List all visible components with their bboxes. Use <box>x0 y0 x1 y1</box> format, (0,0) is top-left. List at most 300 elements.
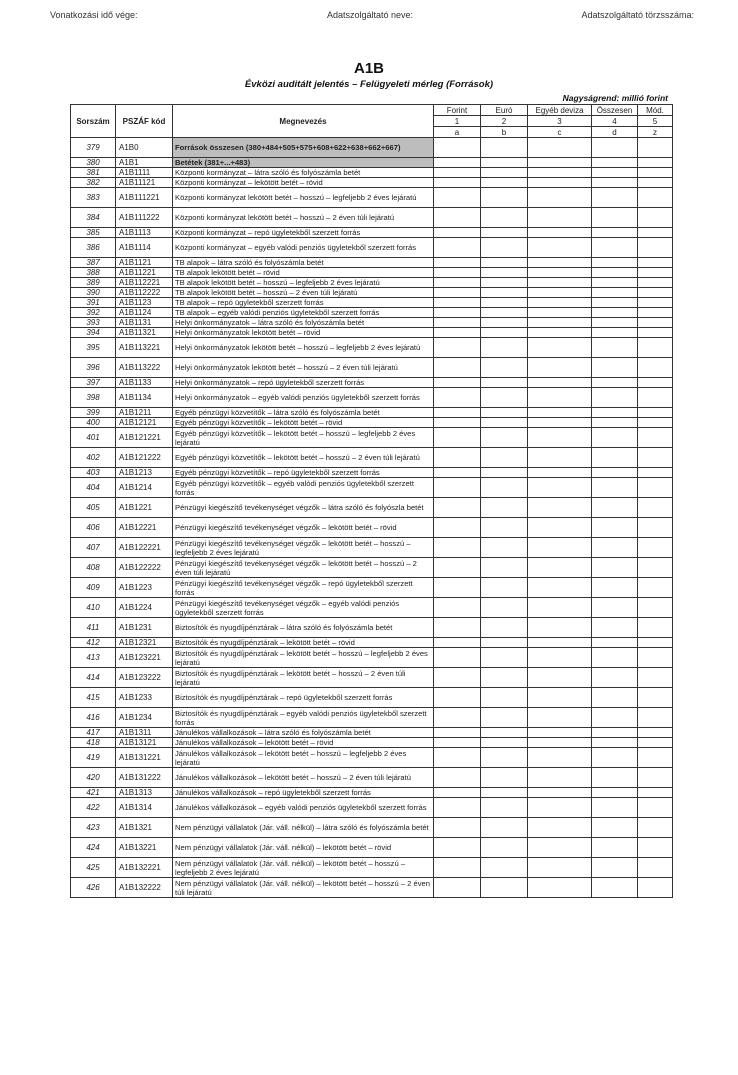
value-cell-other-currency[interactable] <box>528 388 592 408</box>
value-cell-total[interactable] <box>592 338 638 358</box>
row-code: A1B12121 <box>116 418 173 428</box>
value-cell-total[interactable] <box>592 518 638 538</box>
value-cell-total[interactable] <box>592 648 638 668</box>
value-cell-euro[interactable] <box>481 708 528 728</box>
value-cell-forint[interactable] <box>434 478 481 498</box>
table-row <box>71 388 673 408</box>
value-cell-other-currency[interactable] <box>528 448 592 468</box>
value-cell-other-currency[interactable] <box>528 618 592 638</box>
value-cell-other-currency[interactable] <box>528 738 592 748</box>
row-name: Központi kormányzat lekötött betét – hosszú – 2 éven túli lejáratú <box>173 208 434 228</box>
value-cell-other-currency[interactable] <box>528 788 592 798</box>
value-cell-forint[interactable] <box>434 768 481 788</box>
value-cell-total[interactable] <box>592 468 638 478</box>
value-cell-mod[interactable] <box>638 168 673 178</box>
value-cell-forint[interactable] <box>434 138 481 158</box>
value-cell-mod[interactable] <box>638 638 673 648</box>
value-cell-euro[interactable] <box>481 178 528 188</box>
value-cell-euro[interactable] <box>481 388 528 408</box>
value-cell-euro[interactable] <box>481 748 528 768</box>
value-cell-euro[interactable] <box>481 768 528 788</box>
row-code: A1B1211 <box>116 408 173 418</box>
value-cell-mod[interactable] <box>638 298 673 308</box>
value-cell-total[interactable] <box>592 838 638 858</box>
row-name: TB alapok lekötött betét – hosszú – legfeljebb 2 éves lejáratú <box>173 278 434 288</box>
value-cell-mod[interactable] <box>638 598 673 618</box>
value-cell-mod[interactable] <box>638 738 673 748</box>
value-cell-other-currency[interactable] <box>528 668 592 688</box>
value-cell-total[interactable] <box>592 238 638 258</box>
row-serial: 403 <box>71 468 116 478</box>
row-serial: 409 <box>71 578 116 598</box>
value-cell-euro[interactable] <box>481 408 528 418</box>
value-cell-euro[interactable] <box>481 538 528 558</box>
row-serial: 390 <box>71 288 116 298</box>
value-cell-other-currency[interactable] <box>528 498 592 518</box>
value-cell-forint[interactable] <box>434 738 481 748</box>
value-cell-mod[interactable] <box>638 468 673 478</box>
value-cell-mod[interactable] <box>638 688 673 708</box>
provider-id-label: Adatszolgáltató törzsszáma: <box>581 10 694 20</box>
value-cell-euro[interactable] <box>481 278 528 288</box>
col-header-code: PSZÁF kód <box>116 105 173 138</box>
value-cell-euro[interactable] <box>481 288 528 298</box>
value-cell-forint[interactable] <box>434 448 481 468</box>
value-cell-euro[interactable] <box>481 578 528 598</box>
value-cell-other-currency[interactable] <box>528 538 592 558</box>
value-cell-euro[interactable] <box>481 878 528 898</box>
value-cell-euro[interactable] <box>481 688 528 708</box>
value-cell-total[interactable] <box>592 388 638 408</box>
value-cell-euro[interactable] <box>481 138 528 158</box>
value-cell-mod[interactable] <box>638 288 673 298</box>
value-cell-euro[interactable] <box>481 338 528 358</box>
value-cell-forint[interactable] <box>434 748 481 768</box>
value-cell-forint[interactable] <box>434 798 481 818</box>
value-cell-other-currency[interactable] <box>528 708 592 728</box>
value-cell-other-currency[interactable] <box>528 858 592 878</box>
row-serial: 421 <box>71 788 116 798</box>
value-cell-forint[interactable] <box>434 168 481 178</box>
value-cell-mod[interactable] <box>638 618 673 638</box>
value-cell-mod[interactable] <box>638 518 673 538</box>
value-cell-forint[interactable] <box>434 878 481 898</box>
value-cell-mod[interactable] <box>638 578 673 598</box>
value-cell-mod[interactable] <box>638 138 673 158</box>
value-cell-forint[interactable] <box>434 598 481 618</box>
value-cell-other-currency[interactable] <box>528 468 592 478</box>
value-cell-forint[interactable] <box>434 328 481 338</box>
value-cell-forint[interactable] <box>434 378 481 388</box>
value-cell-total[interactable] <box>592 408 638 418</box>
value-cell-forint[interactable] <box>434 228 481 238</box>
value-cell-total[interactable] <box>592 318 638 328</box>
value-cell-total[interactable] <box>592 418 638 428</box>
value-cell-euro[interactable] <box>481 228 528 238</box>
value-cell-forint[interactable] <box>434 788 481 798</box>
value-cell-euro[interactable] <box>481 858 528 878</box>
value-cell-euro[interactable] <box>481 428 528 448</box>
row-serial: 413 <box>71 648 116 668</box>
value-cell-euro[interactable] <box>481 258 528 268</box>
value-cell-total[interactable] <box>592 278 638 288</box>
value-cell-total[interactable] <box>592 288 638 298</box>
value-cell-total[interactable] <box>592 748 638 768</box>
value-cell-mod[interactable] <box>638 858 673 878</box>
value-cell-total[interactable] <box>592 878 638 898</box>
value-cell-forint[interactable] <box>434 358 481 378</box>
value-cell-other-currency[interactable] <box>528 558 592 578</box>
row-name: Pénzügyi kiegészítő tevékenységet végzők – látra szóló és folyószla betét <box>173 498 434 518</box>
value-cell-euro[interactable] <box>481 448 528 468</box>
value-cell-forint[interactable] <box>434 858 481 878</box>
value-cell-other-currency[interactable] <box>528 428 592 448</box>
value-cell-mod[interactable] <box>638 478 673 498</box>
value-cell-mod[interactable] <box>638 358 673 378</box>
table-row <box>71 288 673 298</box>
row-serial: 395 <box>71 338 116 358</box>
table-row <box>71 838 673 858</box>
value-cell-mod[interactable] <box>638 728 673 738</box>
value-cell-euro[interactable] <box>481 358 528 378</box>
row-name: Központi kormányzat – látra szóló és folyószámla betét <box>173 168 434 178</box>
col-letter-c: c <box>528 127 592 138</box>
value-cell-forint[interactable] <box>434 618 481 638</box>
value-cell-other-currency[interactable] <box>528 818 592 838</box>
value-cell-euro[interactable] <box>481 558 528 578</box>
value-cell-euro[interactable] <box>481 188 528 208</box>
value-cell-forint[interactable] <box>434 428 481 448</box>
value-cell-total[interactable] <box>592 478 638 498</box>
value-cell-other-currency[interactable] <box>528 158 592 168</box>
value-cell-total[interactable] <box>592 268 638 278</box>
value-cell-mod[interactable] <box>638 328 673 338</box>
value-cell-other-currency[interactable] <box>528 268 592 278</box>
row-name: Nem pénzügyi vállalatok (Jár. váll. nélkül) – lekötött betét – rövid <box>173 838 434 858</box>
value-cell-forint[interactable] <box>434 638 481 648</box>
value-cell-euro[interactable] <box>481 238 528 258</box>
value-cell-other-currency[interactable] <box>528 838 592 858</box>
value-cell-mod[interactable] <box>638 818 673 838</box>
value-cell-forint[interactable] <box>434 468 481 478</box>
row-name: Egyéb pénzügyi közvetítők – látra szóló és folyószámla betét <box>173 408 434 418</box>
table-row <box>71 798 673 818</box>
value-cell-other-currency[interactable] <box>528 358 592 378</box>
value-cell-euro[interactable] <box>481 598 528 618</box>
value-cell-euro[interactable] <box>481 158 528 168</box>
value-cell-total[interactable] <box>592 188 638 208</box>
value-cell-forint[interactable] <box>434 268 481 278</box>
value-cell-other-currency[interactable] <box>528 278 592 288</box>
value-cell-euro[interactable] <box>481 638 528 648</box>
value-cell-euro[interactable] <box>481 298 528 308</box>
value-cell-forint[interactable] <box>434 578 481 598</box>
value-cell-euro[interactable] <box>481 788 528 798</box>
value-cell-forint[interactable] <box>434 288 481 298</box>
value-cell-forint[interactable] <box>434 648 481 668</box>
value-cell-other-currency[interactable] <box>528 298 592 308</box>
value-cell-forint[interactable] <box>434 408 481 418</box>
row-code: A1B1224 <box>116 598 173 618</box>
row-code: A1B12221 <box>116 518 173 538</box>
table-row <box>71 188 673 208</box>
value-cell-mod[interactable] <box>638 448 673 468</box>
table-row <box>71 498 673 518</box>
row-name: Jánulékos vállalkozások – repó ügyletekből szerzett forrás <box>173 788 434 798</box>
table-row <box>71 768 673 788</box>
row-code: A1B13121 <box>116 738 173 748</box>
value-cell-euro[interactable] <box>481 318 528 328</box>
value-cell-total[interactable] <box>592 308 638 318</box>
row-code: A1B1123 <box>116 298 173 308</box>
value-cell-mod[interactable] <box>638 238 673 258</box>
value-cell-forint[interactable] <box>434 298 481 308</box>
value-cell-total[interactable] <box>592 638 638 648</box>
value-cell-total[interactable] <box>592 618 638 638</box>
value-cell-forint[interactable] <box>434 238 481 258</box>
value-cell-total[interactable] <box>592 298 638 308</box>
value-cell-other-currency[interactable] <box>528 288 592 298</box>
row-name: Egyéb pénzügyi közvetítők – lekötött betét – hosszú – 2 éven túli lejáratú <box>173 448 434 468</box>
value-cell-other-currency[interactable] <box>528 598 592 618</box>
value-cell-other-currency[interactable] <box>528 578 592 598</box>
value-cell-total[interactable] <box>592 558 638 578</box>
value-cell-other-currency[interactable] <box>528 208 592 228</box>
value-cell-total[interactable] <box>592 158 638 168</box>
balance-sheet-table <box>70 104 673 898</box>
value-cell-other-currency[interactable] <box>528 178 592 188</box>
table-row <box>71 448 673 468</box>
value-cell-euro[interactable] <box>481 308 528 318</box>
value-cell-forint[interactable] <box>434 338 481 358</box>
value-cell-euro[interactable] <box>481 168 528 178</box>
value-cell-mod[interactable] <box>638 768 673 788</box>
value-cell-mod[interactable] <box>638 318 673 328</box>
value-cell-total[interactable] <box>592 578 638 598</box>
value-cell-total[interactable] <box>592 708 638 728</box>
value-cell-other-currency[interactable] <box>528 188 592 208</box>
value-cell-mod[interactable] <box>638 798 673 818</box>
value-cell-forint[interactable] <box>434 838 481 858</box>
col-header-serial: Sorszám <box>71 105 116 138</box>
row-serial: 414 <box>71 668 116 688</box>
value-cell-euro[interactable] <box>481 268 528 278</box>
value-cell-total[interactable] <box>592 138 638 158</box>
value-cell-euro[interactable] <box>481 648 528 668</box>
value-cell-euro[interactable] <box>481 378 528 388</box>
value-cell-mod[interactable] <box>638 268 673 278</box>
row-code: A1B1214 <box>116 478 173 498</box>
value-cell-forint[interactable] <box>434 388 481 408</box>
value-cell-other-currency[interactable] <box>528 748 592 768</box>
row-name: Nem pénzügyi vállalatok (Jár. váll. nélkül) – lekötött betét – hosszú – 2 éven túli lejáratú <box>173 878 434 898</box>
value-cell-mod[interactable] <box>638 428 673 448</box>
value-cell-euro[interactable] <box>481 838 528 858</box>
value-cell-other-currency[interactable] <box>528 168 592 178</box>
row-code: A1B1124 <box>116 308 173 318</box>
value-cell-mod[interactable] <box>638 648 673 668</box>
value-cell-other-currency[interactable] <box>528 518 592 538</box>
row-name: Pénzügyi kiegészítő tevékenységet végzők – repó ügyletekből szerzett forrás <box>173 578 434 598</box>
value-cell-mod[interactable] <box>638 748 673 768</box>
value-cell-mod[interactable] <box>638 258 673 268</box>
table-row <box>71 648 673 668</box>
value-cell-total[interactable] <box>592 768 638 788</box>
row-serial: 386 <box>71 238 116 258</box>
value-cell-mod[interactable] <box>638 668 673 688</box>
row-serial: 393 <box>71 318 116 328</box>
value-cell-total[interactable] <box>592 598 638 618</box>
value-cell-mod[interactable] <box>638 338 673 358</box>
value-cell-forint[interactable] <box>434 308 481 318</box>
value-cell-euro[interactable] <box>481 798 528 818</box>
value-cell-total[interactable] <box>592 208 638 228</box>
value-cell-mod[interactable] <box>638 838 673 858</box>
value-cell-total[interactable] <box>592 428 638 448</box>
value-cell-forint[interactable] <box>434 278 481 288</box>
value-cell-mod[interactable] <box>638 788 673 798</box>
value-cell-forint[interactable] <box>434 558 481 578</box>
value-cell-total[interactable] <box>592 358 638 378</box>
value-cell-total[interactable] <box>592 688 638 708</box>
value-cell-mod[interactable] <box>638 228 673 238</box>
value-cell-mod[interactable] <box>638 708 673 728</box>
row-name: Egyéb pénzügyi közvetítők – lekötött betét – rövid <box>173 418 434 428</box>
value-cell-other-currency[interactable] <box>528 138 592 158</box>
value-cell-other-currency[interactable] <box>528 228 592 238</box>
col-letter-z: z <box>638 127 673 138</box>
value-cell-other-currency[interactable] <box>528 238 592 258</box>
value-cell-other-currency[interactable] <box>528 648 592 668</box>
value-cell-forint[interactable] <box>434 178 481 188</box>
value-cell-mod[interactable] <box>638 538 673 558</box>
value-cell-mod[interactable] <box>638 208 673 228</box>
table-row <box>71 428 673 448</box>
row-serial: 419 <box>71 748 116 768</box>
value-cell-euro[interactable] <box>481 208 528 228</box>
value-cell-forint[interactable] <box>434 188 481 208</box>
value-cell-mod[interactable] <box>638 878 673 898</box>
value-cell-other-currency[interactable] <box>528 308 592 318</box>
table-row <box>71 278 673 288</box>
value-cell-mod[interactable] <box>638 188 673 208</box>
value-cell-forint[interactable] <box>434 498 481 518</box>
value-cell-total[interactable] <box>592 788 638 798</box>
value-cell-forint[interactable] <box>434 818 481 838</box>
value-cell-mod[interactable] <box>638 158 673 168</box>
value-cell-other-currency[interactable] <box>528 408 592 418</box>
row-code: A1B123221 <box>116 648 173 668</box>
value-cell-other-currency[interactable] <box>528 728 592 738</box>
value-cell-mod[interactable] <box>638 408 673 418</box>
row-code: A1B1131 <box>116 318 173 328</box>
value-cell-forint[interactable] <box>434 208 481 228</box>
value-cell-total[interactable] <box>592 328 638 338</box>
value-cell-total[interactable] <box>592 818 638 838</box>
value-cell-forint[interactable] <box>434 158 481 168</box>
value-cell-other-currency[interactable] <box>528 258 592 268</box>
value-cell-total[interactable] <box>592 168 638 178</box>
value-cell-euro[interactable] <box>481 468 528 478</box>
value-cell-euro[interactable] <box>481 818 528 838</box>
value-cell-forint[interactable] <box>434 318 481 328</box>
value-cell-mod[interactable] <box>638 378 673 388</box>
row-code: A1B111221 <box>116 188 173 208</box>
value-cell-other-currency[interactable] <box>528 798 592 818</box>
value-cell-other-currency[interactable] <box>528 418 592 428</box>
value-cell-other-currency[interactable] <box>528 768 592 788</box>
value-cell-other-currency[interactable] <box>528 638 592 648</box>
row-serial: 410 <box>71 598 116 618</box>
value-cell-euro[interactable] <box>481 418 528 428</box>
value-cell-forint[interactable] <box>434 258 481 268</box>
value-cell-euro[interactable] <box>481 478 528 498</box>
value-cell-mod[interactable] <box>638 388 673 408</box>
value-cell-total[interactable] <box>592 178 638 188</box>
value-cell-mod[interactable] <box>638 498 673 518</box>
value-cell-mod[interactable] <box>638 418 673 428</box>
row-name: Egyéb pénzügyi közvetítők – lekötött betét – hosszú – legfeljebb 2 éves lejáratú <box>173 428 434 448</box>
value-cell-forint[interactable] <box>434 668 481 688</box>
row-code: A1B1221 <box>116 498 173 518</box>
value-cell-euro[interactable] <box>481 668 528 688</box>
value-cell-total[interactable] <box>592 258 638 268</box>
value-cell-total[interactable] <box>592 858 638 878</box>
value-cell-forint[interactable] <box>434 538 481 558</box>
row-name: Biztosítók és nyugdíjpénztárak – repó ügyletekből szerzett forrás <box>173 688 434 708</box>
row-code: A1B121222 <box>116 448 173 468</box>
row-serial: 422 <box>71 798 116 818</box>
value-cell-other-currency[interactable] <box>528 478 592 498</box>
value-cell-euro[interactable] <box>481 738 528 748</box>
value-cell-euro[interactable] <box>481 618 528 638</box>
row-serial: 425 <box>71 858 116 878</box>
value-cell-total[interactable] <box>592 798 638 818</box>
value-cell-other-currency[interactable] <box>528 328 592 338</box>
value-cell-euro[interactable] <box>481 728 528 738</box>
value-cell-total[interactable] <box>592 448 638 468</box>
value-cell-total[interactable] <box>592 538 638 558</box>
table-row <box>71 258 673 268</box>
value-cell-mod[interactable] <box>638 558 673 578</box>
value-cell-mod[interactable] <box>638 178 673 188</box>
value-cell-other-currency[interactable] <box>528 378 592 388</box>
value-cell-other-currency[interactable] <box>528 688 592 708</box>
row-name: TB alapok lekötött betét – hosszú – 2 éven túli lejáratú <box>173 288 434 298</box>
value-cell-mod[interactable] <box>638 308 673 318</box>
value-cell-euro[interactable] <box>481 328 528 338</box>
value-cell-other-currency[interactable] <box>528 318 592 328</box>
value-cell-euro[interactable] <box>481 498 528 518</box>
row-name: Pénzügyi kiegészítő tevékenységet végzők – egyéb valódi penziós ügyletekből szerzett forrás <box>173 598 434 618</box>
value-cell-forint[interactable] <box>434 418 481 428</box>
value-cell-total[interactable] <box>592 498 638 518</box>
value-cell-other-currency[interactable] <box>528 878 592 898</box>
value-cell-total[interactable] <box>592 668 638 688</box>
value-cell-forint[interactable] <box>434 688 481 708</box>
col-number-4: 4 <box>592 116 638 127</box>
value-cell-total[interactable] <box>592 738 638 748</box>
value-cell-forint[interactable] <box>434 728 481 738</box>
value-cell-other-currency[interactable] <box>528 338 592 358</box>
value-cell-total[interactable] <box>592 228 638 238</box>
value-cell-forint[interactable] <box>434 518 481 538</box>
value-cell-total[interactable] <box>592 728 638 738</box>
value-cell-mod[interactable] <box>638 278 673 288</box>
value-cell-euro[interactable] <box>481 518 528 538</box>
value-cell-total[interactable] <box>592 378 638 388</box>
value-cell-forint[interactable] <box>434 708 481 728</box>
